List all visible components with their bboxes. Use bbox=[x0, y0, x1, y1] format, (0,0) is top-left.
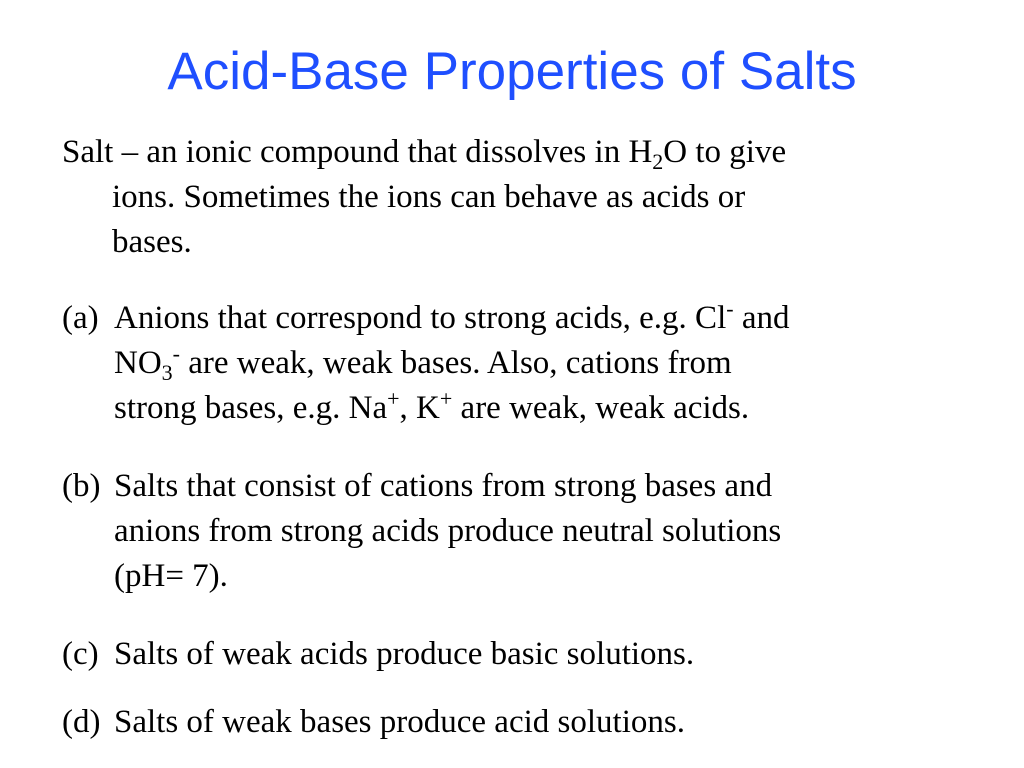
text-run: Anions that correspond to strong acids, e.g. Cl bbox=[114, 300, 727, 336]
subscript: 3 bbox=[161, 360, 173, 385]
item-label: (b) bbox=[62, 468, 101, 504]
list-item-a bbox=[62, 296, 962, 431]
item-line: anions from strong acids produce neutral solutions bbox=[114, 513, 782, 549]
list-item-c bbox=[62, 632, 962, 677]
superscript: + bbox=[439, 386, 453, 411]
item-line: Salts that consist of cations from strong bases and bbox=[114, 468, 773, 504]
salt-definition-line-3: bases. bbox=[112, 224, 192, 260]
item-text bbox=[114, 296, 962, 431]
item-label: (a) bbox=[62, 300, 99, 336]
text-run: NO bbox=[114, 345, 162, 381]
item-line: Salts of weak bases produce acid solutions. bbox=[114, 704, 685, 740]
subscript: 2 bbox=[652, 149, 664, 174]
salt-definition bbox=[62, 130, 962, 265]
item-text bbox=[114, 464, 962, 599]
text-run: strong bases, e.g. Na bbox=[114, 390, 388, 426]
item-line bbox=[114, 296, 962, 341]
item-line bbox=[114, 341, 962, 386]
text-run: and bbox=[733, 300, 790, 336]
item-line bbox=[114, 386, 962, 431]
text-run: , K bbox=[399, 390, 440, 426]
list-item-b bbox=[62, 464, 962, 599]
item-label: (c) bbox=[62, 636, 99, 672]
list-item-d bbox=[62, 700, 962, 745]
superscript: + bbox=[387, 386, 400, 411]
text-run: are weak, weak bases. Also, cations from bbox=[180, 345, 732, 381]
item-text bbox=[114, 632, 962, 677]
salt-definition-line-1 bbox=[62, 130, 962, 175]
superscript: - bbox=[172, 341, 180, 366]
item-text bbox=[114, 700, 962, 745]
text-run: Salt – an ionic compound that dissolves in H bbox=[62, 134, 653, 170]
text-run: are weak, weak acids. bbox=[452, 390, 750, 426]
salt-definition-line-2: ions. Sometimes the ions can behave as acids or bbox=[112, 179, 746, 215]
slide-title: Acid-Base Properties of Salts bbox=[167, 42, 857, 101]
item-line: (pH= 7). bbox=[114, 558, 228, 594]
item-line: Salts of weak acids produce basic solutions. bbox=[114, 636, 695, 672]
superscript: - bbox=[726, 296, 734, 321]
text-run: O to give bbox=[663, 134, 787, 170]
item-label: (d) bbox=[62, 704, 101, 740]
